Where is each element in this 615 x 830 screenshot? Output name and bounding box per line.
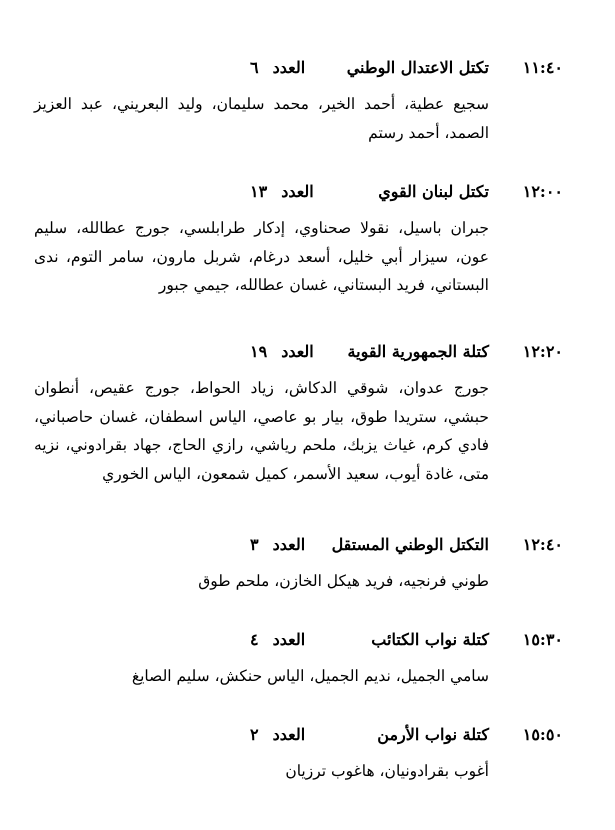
entry-count	[250, 342, 314, 361]
count-value: ١٩	[250, 342, 268, 361]
count-label: العدد	[281, 342, 314, 361]
entry-members: طوني فرنجيه، فريد هيكل الخازن، ملحم طوق	[198, 572, 489, 590]
count-label: العدد	[272, 725, 306, 744]
entry-bloc-name: كتلة نواب الكتائب	[371, 630, 489, 649]
schedule-entry	[0, 725, 615, 780]
entry-header	[0, 182, 615, 208]
entry-bloc-name: تكتل الاعتدال الوطني	[346, 58, 489, 77]
schedule-entry	[0, 182, 615, 294]
count-label: العدد	[272, 535, 306, 554]
schedule-entry	[0, 630, 615, 685]
entry-time: ١٢:٤٠	[522, 535, 563, 554]
count-label: العدد	[272, 58, 306, 77]
entry-time: ١٢:٠٠	[522, 182, 563, 201]
schedule-entry	[0, 342, 615, 483]
entry-members: سجيع عطية، أحمد الخير، محمد سليمان، وليد البعريني، عبد العزيز الصمد، أحمد رستم	[34, 95, 489, 142]
entry-bloc-name: تكتل لبنان القوي	[378, 182, 489, 201]
count-value: ٢	[250, 725, 259, 744]
entry-time: ١١:٤٠	[522, 58, 563, 77]
entry-count	[250, 535, 305, 554]
entry-time: ١٢:٢٠	[522, 342, 563, 361]
entry-time: ١٥:٥٠	[522, 725, 563, 744]
entry-bloc-name: التكتل الوطني المستقل	[331, 535, 489, 554]
entry-members: جبران باسيل، نقولا صحناوي، إدكار طرابلسي، جورج عطالله، سليم عون، سيزار أبي خليل، أسعد درغام، شربل مارون، سامر التوم، ندى البستاني، فريد البستاني، غسان عطالله، جيمي جبور	[34, 219, 489, 294]
schedule-entry	[0, 58, 615, 142]
schedule-entry	[0, 535, 615, 590]
entry-header	[0, 725, 615, 751]
entry-header	[0, 58, 615, 84]
count-value: ٤	[250, 630, 259, 649]
entry-members: سامي الجميل، نديم الجميل، الياس حنكش، سليم الصايغ	[131, 667, 489, 685]
entry-bloc-name: كتلة نواب الأرمن	[377, 725, 489, 744]
entry-members: أغوب بقرادونيان، هاغوب ترزيان	[285, 762, 489, 780]
count-label: العدد	[281, 182, 314, 201]
count-value: ٣	[250, 535, 259, 554]
entry-time: ١٥:٣٠	[522, 630, 563, 649]
entry-header	[0, 342, 615, 368]
count-label: العدد	[272, 630, 306, 649]
entry-count	[250, 58, 305, 77]
entry-bloc-name: كتلة الجمهورية القوية	[347, 342, 489, 361]
count-value: ١٣	[250, 182, 268, 201]
count-value: ٦	[250, 58, 259, 77]
entry-count	[250, 725, 305, 744]
entry-count	[250, 182, 314, 201]
entry-members: جورج عدوان، شوقي الدكاش، زياد الحواط، جورج عقيص، أنطوان حبشي، ستريدا طوق، بيار بو عاصي، الياس اسطفان، غسان حاصباني، فادي كرم، غياث يزبك، ملحم رياشي، رازي الحاج، جهاد بقرادوني، نزيه متى، غادة أيوب، سعيد الأسمر، كميل شمعون، الياس الخوري	[34, 379, 489, 483]
entry-header	[0, 535, 615, 561]
entry-header	[0, 630, 615, 656]
entry-count	[250, 630, 305, 649]
